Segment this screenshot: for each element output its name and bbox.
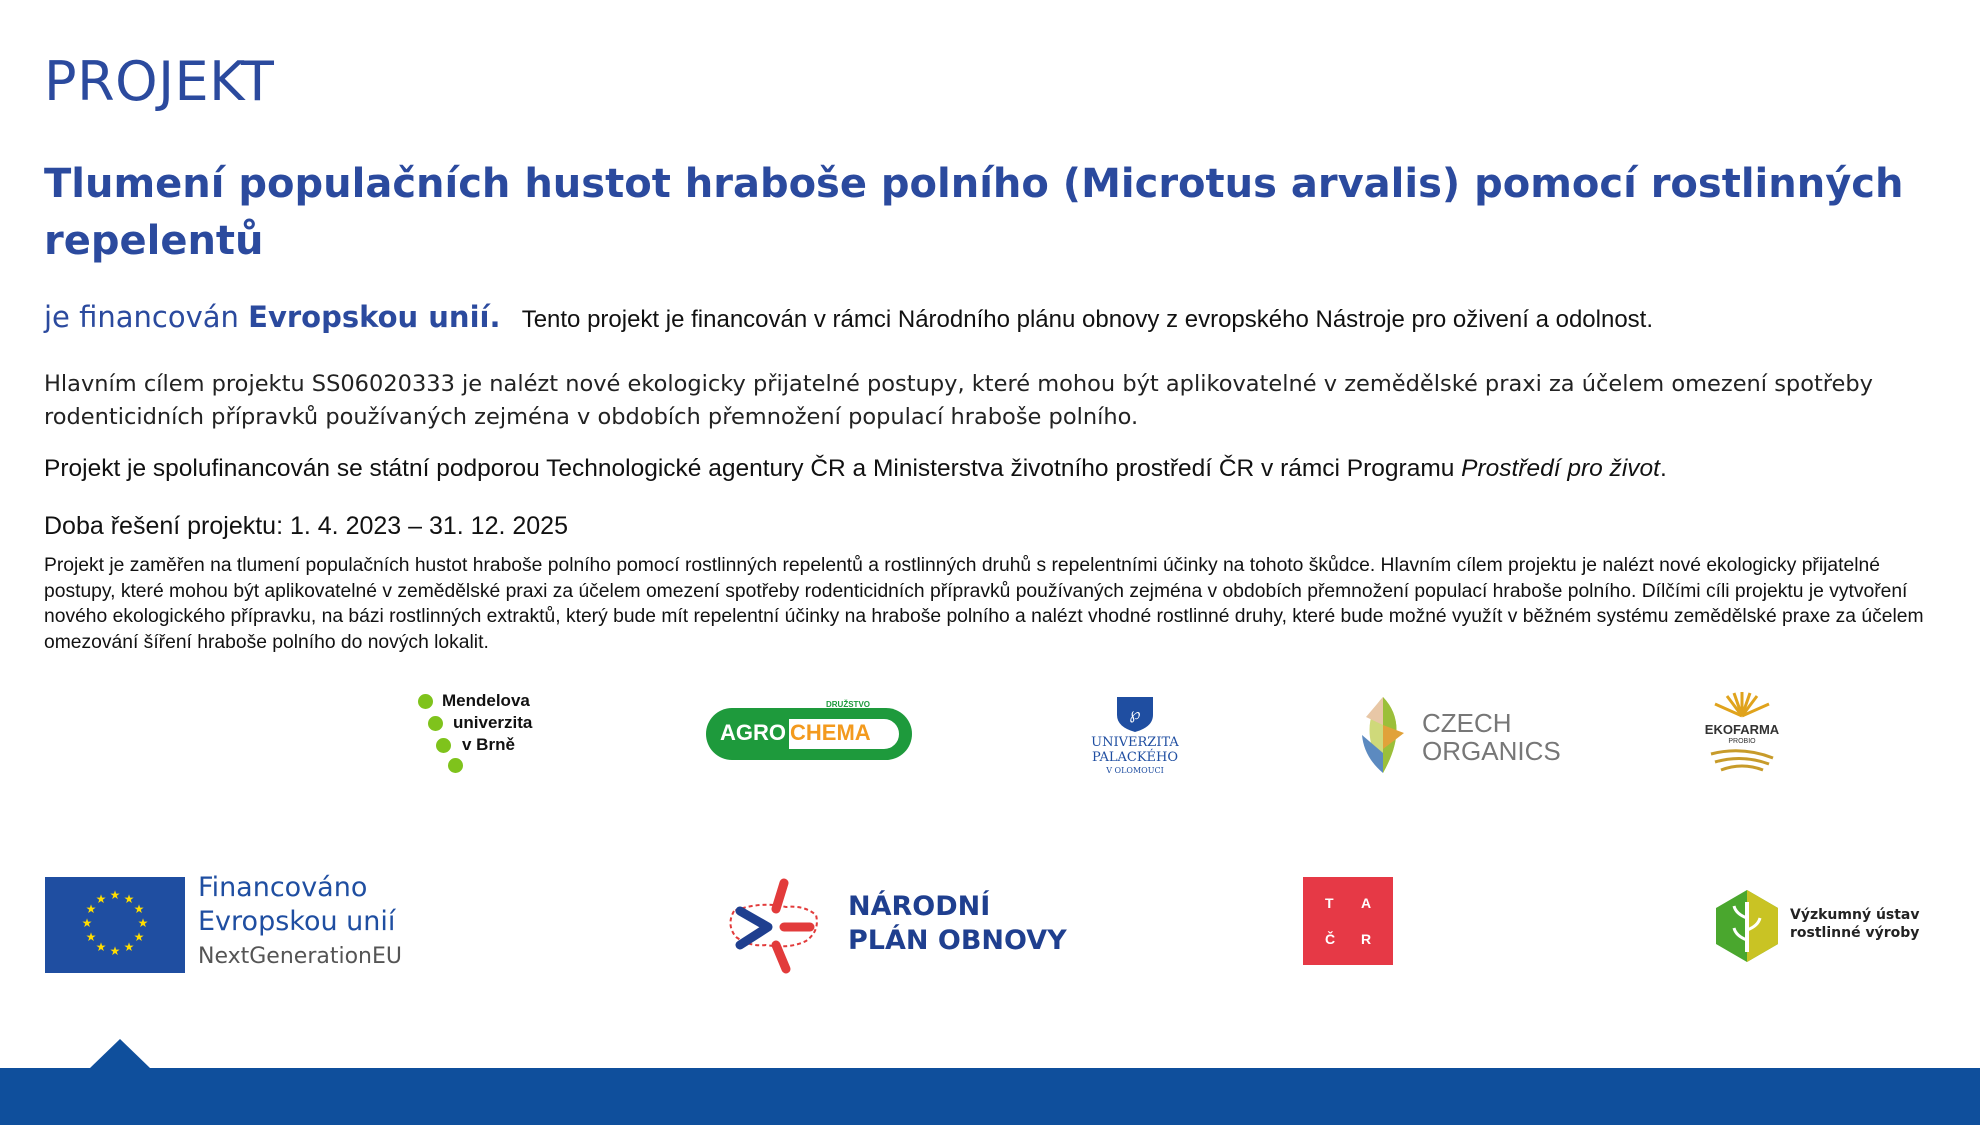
tacr-c: Č [1325,931,1336,947]
footer-bar [0,1068,1980,1125]
npo-logo [720,875,1080,975]
funding-line [44,300,1653,334]
svg-text:★: ★ [123,892,135,906]
logo-dot [418,694,433,709]
description-paragraph: Projekt je zaměřen na tlumení populačních hustot hraboše polního pomocí rostlinných repelentů a rostlinných druhů s repelentními účinky na tohoto škůdce. Hlavním cílem projektu je nalézt nové ekologicky přijatelné postupy, které mohou být aplikovatelné v zemědělské praxi za účelem omezení spotřeby rodenticidních přípravků používaných zejména v obdobích přemnožení populací hraboše polního. Dílčími cíli projektu je vytvoření nového ekologického přípravku, na bázi rostlinných extraktů, který bude mít repelentní účinky na hraboše polního a nalézt vhodné rostlinné druhy, které bude možné využít v běžném systému zemědělské praxe za účelem omezování šíření hraboše polního do nových lokalit. [44,555,1924,653]
logo-dot [448,758,463,773]
cofunding-end: . [1659,455,1667,482]
svg-text:★: ★ [133,902,145,916]
upol-line-3: V OLOMOUCI [1106,766,1164,775]
ekofarma-name: EKOFARMA [1704,722,1780,737]
upol-shield-icon [1115,695,1155,733]
mendel-university-logo [398,690,558,780]
sun-icon [1707,688,1777,718]
eu-line-3: NextGenerationEU [198,944,402,969]
cofunding-text: Projekt je spolufinancován se státní podporou Technologické agentury ČR a Ministerstva životního prostředí ČR v rámci Programu [44,455,1462,482]
svg-text:★: ★ [123,940,135,954]
svg-text:★: ★ [109,888,121,902]
mendel-line-2: univerzita [453,713,533,732]
goal-paragraph: Hlavním cílem projektu SS06020333 je nalézt nové ekologicky přijatelné postupy, které mohou být aplikovatelné v zemědělské praxi za účelem omezení spotřeby rodenticidních přípravků používaných zejména v obdobích přemnožení populací hraboše polního. [44,371,1873,430]
page-heading: PROJEKT [44,50,275,113]
svg-text:★: ★ [137,916,149,930]
svg-text:★: ★ [109,944,121,958]
vurv-hexagon-icon [1714,888,1780,964]
leaf-icon [1354,695,1412,775]
ekofarma-logo [1692,688,1792,778]
svg-text:℘: ℘ [1129,704,1141,723]
tacr-logo [1303,877,1393,965]
upol-line-1: UNIVERZITA [1091,735,1179,750]
agrochema-chema: CHEMA [790,720,871,745]
mendel-line-1: Mendelova [442,691,530,710]
eu-funding-text [198,872,438,976]
svg-text:★: ★ [95,892,107,906]
funding-prefix: je financován [44,300,239,334]
upol-line-2: PALACKÉHO [1091,750,1179,765]
footer-notch [90,1039,150,1068]
ekofarma-sub: PROBIO [1728,738,1756,745]
funding-rest: Tento projekt je financován v rámci Národního plánu obnovy z evropského Nástroje pro oživení a odolnost. [521,306,1654,333]
czech-organics-logo [1354,693,1564,777]
vurv-line-1: Výzkumný ústav [1790,907,1920,923]
program-name: Prostředí pro život [1461,455,1660,482]
vurv-line-2: rostlinné výroby [1790,925,1920,941]
eu-stars-icon [45,877,185,973]
svg-text:★: ★ [81,916,93,930]
svg-text:★: ★ [133,930,145,944]
tacr-t: T [1325,895,1334,911]
npo-line-2: PLÁN OBNOVY [848,925,1067,956]
tacr-a: A [1361,895,1372,911]
agrochema-small: DRUŽSTVO [826,700,870,709]
npo-line-1: NÁRODNÍ [848,891,991,922]
czech-organics-line-1: CZECH [1422,708,1512,738]
tacr-r: R [1361,931,1372,947]
agrochema-agro: AGRO [720,720,786,745]
funding-bold: Evropskou unií. [248,300,501,334]
upol-logo [1075,695,1195,785]
svg-text:★: ★ [85,930,97,944]
czech-organics-line-2: ORGANICS [1422,736,1561,766]
project-period: Doba řešení projektu: 1. 4. 2023 – 31. 12. 2025 [44,512,568,540]
svg-text:★: ★ [95,940,107,954]
eu-flag-icon [45,877,185,973]
vurv-logo [1714,888,1944,964]
field-icon [1707,748,1777,772]
mendel-line-3: v Brně [462,735,515,754]
eu-line-1: Financováno [198,872,368,903]
agrochema-logo [706,700,916,764]
project-title: Tlumení populačních hustot hraboše polního (Microtus arvalis) pomocí rostlinných repelentů [44,161,1904,264]
logo-dot [436,738,451,753]
cofunding-paragraph [44,455,1667,483]
svg-text:★: ★ [85,902,97,916]
logo-dot [428,716,443,731]
npo-mark-icon [720,875,840,975]
eu-line-2: Evropskou unií [198,906,396,937]
